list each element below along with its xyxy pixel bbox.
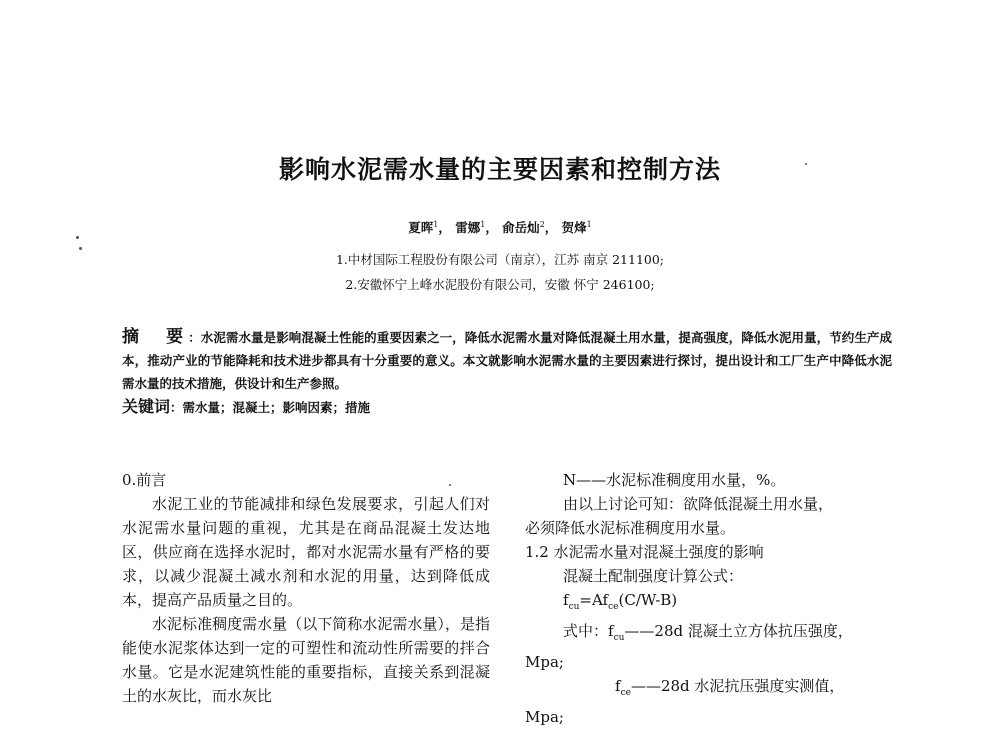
abstract-label: 摘 要 [122, 327, 189, 347]
unit-line: Mpa; [525, 708, 564, 726]
paragraph: 水泥工业的节能减排和绿色发展要求，引起人们对水泥需水量问题的重视，尤其是在商品混凝土发达地区，供应商在选择水泥时，都对水泥需水量有严格的要求，以减少混凝土减水剂和水泥的用量，达到降低成本，提高产品质量之目的。 [122, 495, 490, 609]
scan-speck [79, 247, 82, 250]
author-affiliation-mark: 2 [539, 219, 545, 229]
left-column [122, 468, 490, 708]
keywords-label: 关键词 [122, 397, 171, 416]
paragraph-line: 由以上讨论可知：欲降低混凝土用水量， [563, 495, 834, 513]
scan-speck [76, 236, 79, 239]
abstract-text: ：水泥需水量是影响混凝土性能的重要因素之一，降低水泥需水量对降低混凝土用水量，提高强度，降低水泥用量，节约生产成本，推动产业的节能降耗和技术进步都具有十分重要的意义。本文就影响水泥需水量的主要因素进行探讨，提出设计和工厂生产中降低水泥需水量的技术措施，供设计和生产参照。 [122, 330, 892, 391]
scan-speck [805, 163, 807, 165]
author-name: 雷娜 [455, 220, 481, 235]
right-column [525, 468, 895, 729]
author-name: 俞岳灿 [502, 220, 540, 235]
keywords-text: ：需水量；混凝土；影响因素；措施 [170, 400, 371, 415]
affiliation-1: 1.中材国际工程股份有限公司（南京），江苏 南京 211100; [335, 252, 665, 267]
author-list: 夏晖$^1$， 雷娜$^1$， 俞岳灿$^2$， 贺烽$^1$ [408, 219, 592, 235]
paragraph-line: 混凝土配制强度计算公式： [563, 567, 744, 585]
author-affiliation-mark: 1 [586, 219, 592, 229]
scan-speck [449, 484, 451, 486]
author-name: 贺烽 [561, 220, 587, 235]
unit-line: Mpa; [525, 653, 564, 671]
author-affiliation-mark: 1 [433, 219, 439, 229]
paragraph-line: 必须降低水泥标准稠度用水量。 [525, 519, 736, 537]
variable-definition: $f_{ce}——28d$ 水泥抗压强度实测值， [615, 677, 845, 698]
affiliation-2: 2.安徽怀宁上峰水泥股份有限公司，安徽 怀宁 246100; [345, 277, 655, 292]
paper-title: 影响水泥需水量的主要因素和控制方法 [278, 155, 721, 184]
paragraph: 水泥标准稠度需水量（以下简称水泥需水量），是指能使水泥浆体达到一定的可塑性和流动性所需要的拌合水量。它是水泥建筑性能的重要指标，直接关系到混凝土的水灰比，而水灰比 [122, 615, 490, 705]
author-name: 夏晖 [408, 220, 434, 235]
abstract-block [122, 326, 892, 419]
variable-definition: N——水泥标准稠度用水量，%。 [563, 471, 786, 489]
keywords-line [122, 395, 892, 419]
variable-definition: 式中：$f_{cu}——28d$ 混凝土立方体抗压强度， [563, 622, 853, 643]
section-heading: 0.前言 [122, 471, 167, 489]
author-affiliation-mark: 1 [480, 219, 486, 229]
section-heading: 1.2 水泥需水量对混凝土强度的影响 [525, 543, 764, 561]
formula: $f_{cu}=Af_{ce}(C/W-B)$ [563, 591, 678, 612]
